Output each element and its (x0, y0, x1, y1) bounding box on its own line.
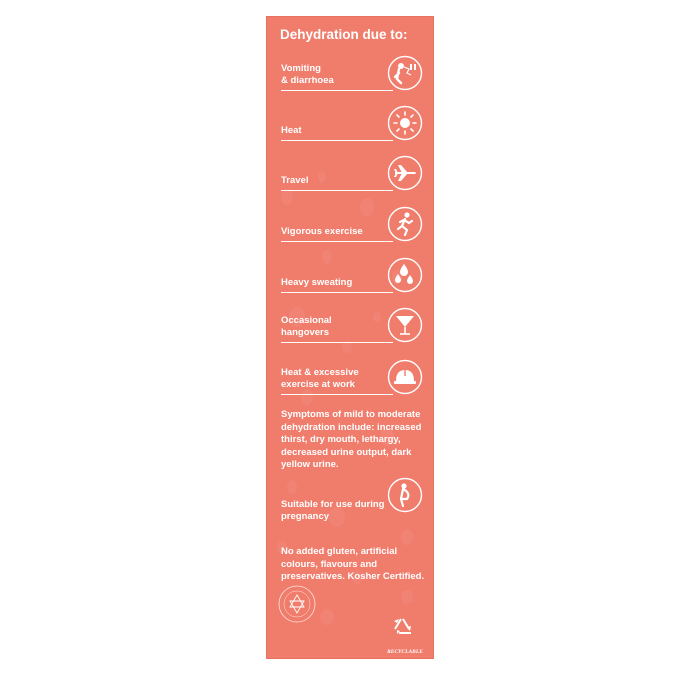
cause-row-hangovers (281, 307, 423, 343)
divider (281, 394, 393, 395)
cause-label: Travel (281, 175, 309, 186)
divider (281, 241, 393, 242)
kosher-seal-icon (277, 584, 317, 624)
cause-label: Heat & excessive exercise at work (281, 367, 359, 390)
pregnant-woman-icon (387, 477, 423, 513)
cause-label: Heat (281, 125, 302, 136)
panel-title: Dehydration due to: (280, 27, 408, 42)
cause-label: Vomiting & diarrhoea (281, 63, 334, 86)
cause-row-heat-work (281, 359, 423, 395)
cause-row-vomiting (281, 55, 423, 91)
pregnancy-row (281, 477, 423, 522)
divider (281, 90, 393, 91)
cause-row-vigorous-exercise (281, 206, 423, 242)
hard-hat-icon (387, 359, 423, 395)
sweat-drops-icon (387, 257, 423, 293)
additives-text: No added gluten, artificial colours, flavours and preservatives. Kosher Certified. (281, 546, 425, 582)
cause-label: Heavy sweating (281, 277, 353, 288)
pregnancy-label: Suitable for use during pregnancy (281, 499, 385, 522)
cause-label: Occasional hangovers (281, 315, 332, 338)
recycle-mark (383, 615, 427, 655)
divider (281, 140, 393, 141)
airplane-icon (387, 155, 423, 191)
cause-row-heat (281, 105, 423, 141)
divider (281, 342, 393, 343)
running-person-icon (387, 206, 423, 242)
cocktail-glass-icon (387, 307, 423, 343)
cause-row-travel (281, 155, 423, 191)
sun-icon (387, 105, 423, 141)
divider (281, 292, 393, 293)
symptoms-text: Symptoms of mild to moderate dehydration include: increased thirst, dry mouth, lethargy, decreased urine output, dark yellow urine. (281, 409, 422, 470)
cause-row-heavy-sweating (281, 257, 423, 293)
cause-label: Vigorous exercise (281, 226, 363, 237)
recyclable-label: RECYCLABLE (387, 649, 423, 655)
vomiting-person-icon (387, 55, 423, 91)
recycle-icon (383, 615, 427, 645)
divider (281, 190, 393, 191)
info-panel (266, 16, 434, 659)
